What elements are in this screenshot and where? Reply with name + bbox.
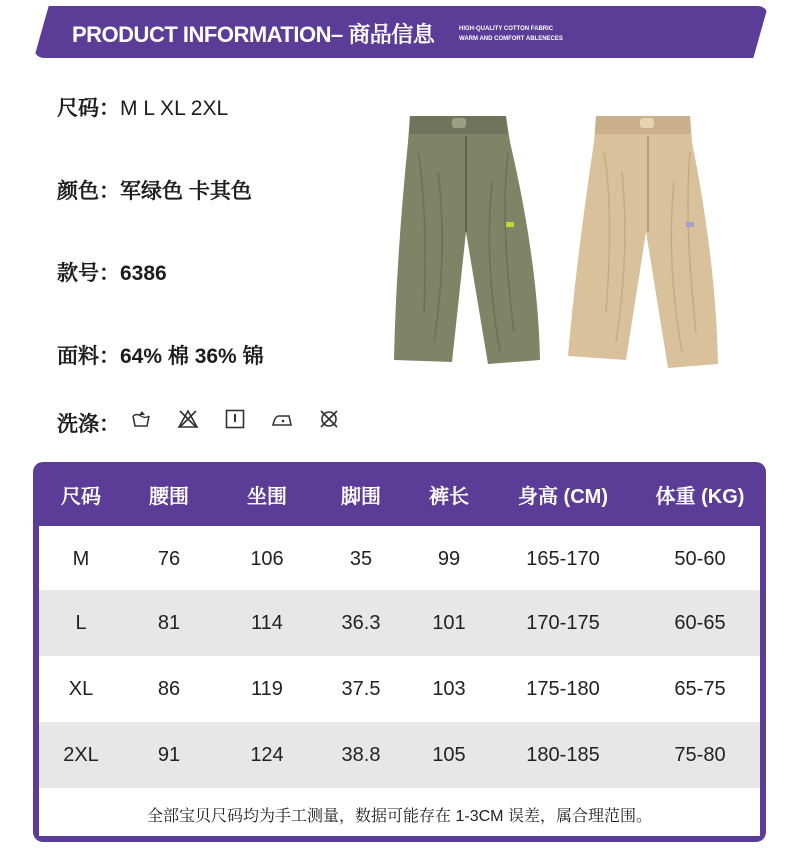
cell-weight: 60-65 — [674, 611, 726, 634]
cell-length: 103 — [432, 677, 466, 700]
spec-fabric — [57, 340, 264, 370]
spec-size — [57, 92, 228, 122]
spec-wash-label: 洗涤： — [57, 413, 120, 436]
khaki-pants-image — [566, 112, 724, 370]
cell-height: 175-180 — [526, 677, 600, 700]
spec-wash — [57, 408, 120, 438]
no-bleach-icon — [177, 408, 224, 432]
cell-height: 180-185 — [526, 743, 600, 766]
cell-length: 105 — [432, 743, 466, 766]
cell-waist: 91 — [157, 743, 181, 766]
no-dry-clean-icon — [318, 408, 365, 432]
spec-style-label: 款号： — [57, 262, 120, 285]
header-length: 裤长 — [429, 485, 469, 508]
cell-weight: 50-60 — [674, 547, 726, 570]
cell-size: M — [72, 547, 90, 570]
spec-fabric-value: 64% 棉 36% 锦 — [120, 345, 264, 368]
cell-hip: 106 — [250, 547, 284, 570]
olive-pants-image — [388, 112, 546, 370]
spec-color — [57, 175, 252, 205]
cell-size: L — [75, 611, 87, 634]
cell-waist: 86 — [157, 677, 181, 700]
cell-height: 170-175 — [526, 611, 600, 634]
cell-weight: 65-75 — [674, 677, 726, 700]
cell-hip: 114 — [251, 611, 283, 634]
table-row — [39, 722, 760, 788]
cell-hem: 38.8 — [341, 743, 381, 766]
spec-style — [57, 257, 167, 287]
header-subtitle-line2: WARM AND COMFORT ABLENECES — [459, 36, 563, 42]
spec-size-label: 尺码： — [57, 97, 120, 120]
cell-hip: 124 — [250, 743, 284, 766]
table-row — [39, 656, 760, 722]
cell-waist: 76 — [157, 547, 181, 570]
cell-length: 99 — [437, 547, 461, 570]
header-weight: 体重 (KG) — [655, 485, 745, 508]
spec-size-value: M L XL 2XL — [120, 97, 229, 120]
tumble-dry-icon — [224, 408, 271, 432]
cell-height: 165-170 — [526, 547, 600, 570]
spec-fabric-label: 面料： — [57, 345, 120, 368]
hand-wash-icon — [130, 408, 177, 432]
cell-hip: 119 — [251, 677, 283, 700]
cell-size: XL — [68, 677, 94, 700]
header-subtitle-line1: HIGH-QUALITY COTTON FABRIC — [459, 26, 554, 32]
spec-color-label: 颜色： — [57, 180, 120, 203]
header-height: 身高 (CM) — [518, 485, 608, 508]
cell-size: 2XL — [63, 743, 99, 766]
cell-hem: 37.5 — [341, 677, 381, 700]
header-hem: 脚围 — [341, 485, 381, 508]
cell-length: 101 — [432, 611, 466, 634]
header-size: 尺码 — [61, 485, 101, 508]
iron-low-icon — [271, 408, 318, 432]
header-hip: 坐围 — [247, 485, 287, 508]
table-body — [39, 526, 760, 836]
header-subtitle — [459, 24, 563, 44]
spec-color-value: 军绿色 卡其色 — [120, 180, 252, 203]
cell-weight: 75-80 — [674, 743, 726, 766]
table-row — [39, 590, 760, 656]
table-header — [33, 462, 766, 526]
header-waist: 腰围 — [149, 485, 189, 508]
spec-style-value: 6386 — [120, 262, 167, 285]
cell-waist: 81 — [157, 611, 181, 634]
measurement-note: 全部宝贝尺码均为手工测量，数据可能存在 1-3CM 误差，属合理范围。 — [147, 808, 652, 825]
cell-hem: 35 — [349, 547, 373, 570]
size-table — [33, 462, 766, 842]
cell-hem: 36.3 — [341, 611, 381, 634]
page-title: PRODUCT INFORMATION– 商品信息 — [72, 22, 435, 47]
care-icons — [130, 408, 365, 432]
table-row — [39, 526, 760, 592]
